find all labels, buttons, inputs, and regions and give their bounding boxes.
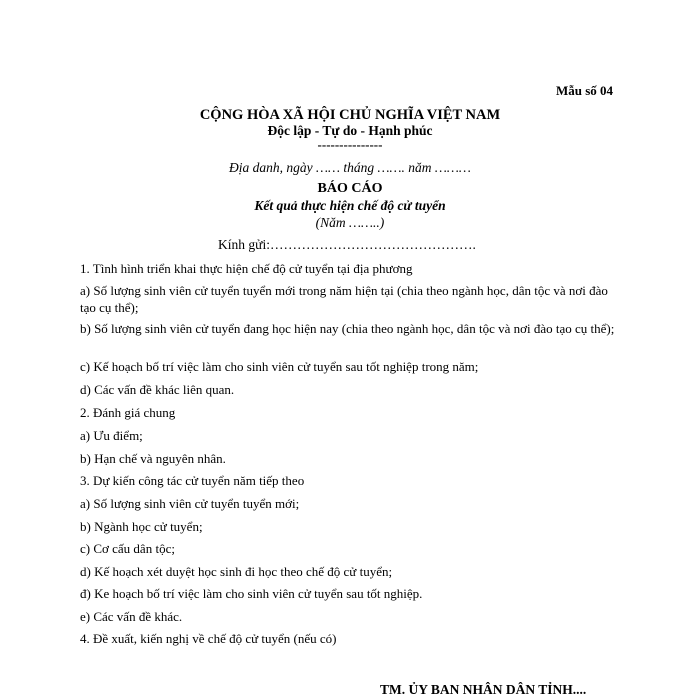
signature-block: TM. ỦY BAN NHÂN DÂN TỈNH.... [380, 682, 587, 697]
report-title: BÁO CÁO [317, 181, 383, 196]
report-year: (Năm ……..) [315, 215, 385, 230]
body-paragraph: c) Cơ cấu dân tộc; [80, 541, 175, 556]
place-date-line: Địa danh, ngày …… tháng ……. năm ……… [229, 160, 471, 175]
body-paragraph: e) Các vấn đề khác. [80, 609, 183, 624]
body-paragraph: b) Hạn chế và nguyên nhân. [80, 451, 226, 466]
report-subtitle: Kết quả thực hiện chế độ cử tuyển [254, 198, 446, 213]
section-heading: 1. Tình hình triển khai thực hiện chế độ cử tuyển tại địa phương [80, 261, 413, 276]
body-paragraph: d) Các vấn đề khác liên quan. [80, 382, 235, 397]
body-paragraph: b) Số lượng sinh viên cử tuyển đang học hiện nay (chia theo ngành học, dân tộc và nơi đào tạo cụ thể); [80, 321, 615, 336]
body-paragraph: b) Ngành học cử tuyển; [80, 519, 203, 534]
header-separator: --------------- [317, 137, 383, 152]
body-paragraph: a) Ưu điểm; [80, 428, 143, 443]
national-title: CỘNG HÒA XÃ HỘI CHỦ NGHĨA VIỆT NAM [199, 107, 501, 123]
body-paragraph: d) Kế hoạch xét duyệt học sinh đi học theo chế độ cử tuyển; [80, 564, 393, 579]
section-heading: 3. Dự kiến công tác cử tuyển năm tiếp theo [80, 473, 305, 488]
body-paragraph: đ) Ke hoạch bố trí việc làm cho sinh viên cử tuyển sau tốt nghiệp. [80, 586, 423, 601]
body-paragraph: a) Số lượng sinh viên cử tuyển tuyển mới; [80, 496, 300, 511]
national-motto: Độc lập - Tự do - Hạnh phúc [267, 123, 433, 138]
form-number: Mẫu số 04 [556, 83, 614, 98]
body-paragraph: c) Kế hoạch bố trí việc làm cho sinh viên cử tuyển sau tốt nghiệp trong năm; [80, 359, 479, 374]
section-heading: 4. Đề xuất, kiến nghị về chế độ cử tuyển (nếu có) [80, 631, 337, 646]
body-paragraph: a) Số lượng sinh viên cử tuyển tuyển mới trong năm hiện tại (chia theo ngành học, dân tộc và nơi đào tạo cụ thể); [80, 283, 608, 315]
section-heading: 2. Đánh giá chung [80, 405, 176, 420]
recipient-line: Kính gửi:………………………………………. [218, 237, 476, 252]
